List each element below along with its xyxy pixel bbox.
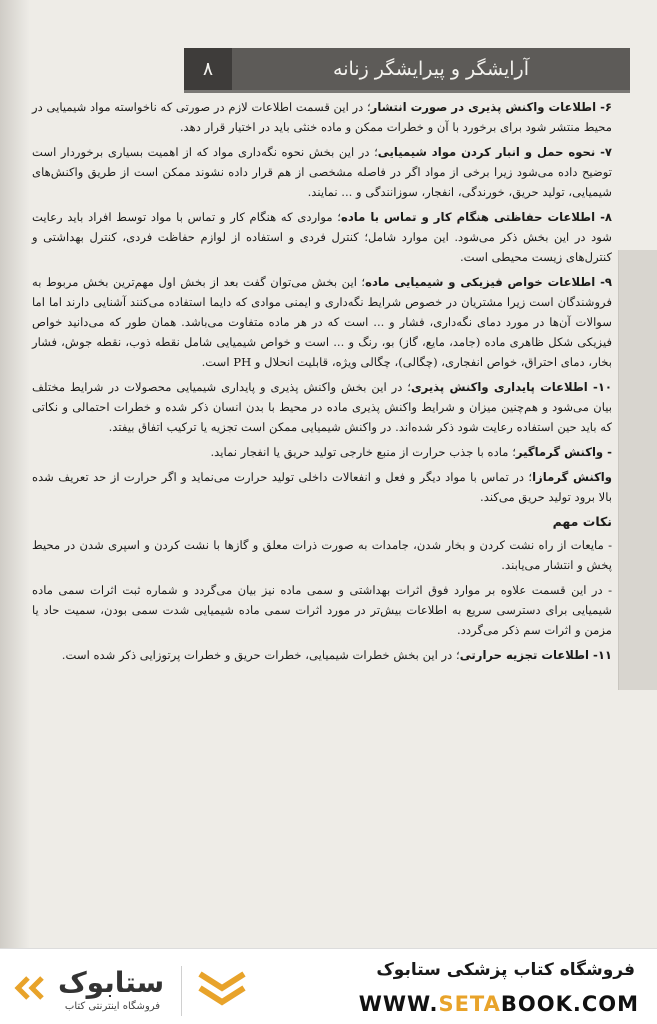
footer-divider (0, 948, 657, 949)
store-logo-text: ستابوک (58, 966, 165, 999)
section-7-body: ؛ در این بخش نحوه نگه‌داری مواد که از اهمیت بسیاری برخوردار است توضیح داده می‌شود زیرا برخی از مواد اگر در فاصله مشخصی از هم قرار داده نشوند ممکن است از طریق واکنش‌های شیمیایی، تولید حریق، خورندگی، انفجار، سوزانندگی و ... نمایند. (32, 145, 612, 199)
section-7 (32, 142, 612, 202)
url-accent: SETA (438, 992, 501, 1016)
page-number: ۸ (184, 48, 232, 90)
page-edge-strip (618, 250, 657, 690)
section-9-body: ؛ این بخش می‌توان گفت بعد از بخش اول مهم‌ترین بخش مربوط به فروشندگان است زیرا مشتریان در خصوص شرایط نگه‌داری و ایمنی موادی که دایما استفاده می‌کنند آشنایی دارند اما اما سوالات آن‌ها در مورد دمای نگه‌داری، فشار و ... است که در هر ماده متفاوت می‌باشد. همان طور که می‌دانید خواص فیزیکی شکل ظاهری ماده (جامد، مایع، گاز) بو، رنگ و ... است و خواص شیمیایی شامل نقطه ذوب، نقطه جوش، فشار بخار، دمای احتراق، خواص انفجاری، (چگالی)، چگالی ویژه، قابلیت انحلال و PH است. (32, 275, 612, 369)
header-title: آرایشگر و پیرایشگر زنانه (333, 58, 529, 80)
endothermic-body: ؛ در تماس با مواد دیگر و فعل و انفعالات داخلی تولید حرارت می‌نماید و اگر حرارت از حد تعریف شده بالا برود تولید حریق می‌کند. (32, 470, 612, 504)
header-underline (184, 90, 630, 93)
exothermic-item (32, 442, 612, 462)
endothermic-heading: واکنش گرمازا (532, 470, 612, 484)
page-content (32, 97, 612, 670)
endothermic-item (32, 467, 612, 507)
section-8-heading: ۸- اطلاعات حفاظتی هنگام کار و تماس با ماده (340, 210, 612, 224)
page-header (184, 48, 630, 90)
section-11-body: ؛ در این بخش خطرات شیمیایی، خطرات حریق و خطرات پرتوزایی ذکر شده است. (61, 648, 460, 662)
section-8 (32, 207, 612, 267)
url-prefix: WWW. (358, 992, 439, 1016)
section-11-heading: ۱۱- اطلاعات تجزیه حرارتی (459, 648, 612, 662)
section-10 (32, 377, 612, 437)
notes-heading: نکات مهم (552, 514, 612, 529)
section-7-heading: ۷- نحوه حمل و انبار کردن مواد شیمیایی (377, 145, 612, 159)
section-10-heading: ۱۰- اطلاعات پایداری واکنش پذیری (410, 380, 612, 394)
note-2: - در این قسمت علاوه بر موارد فوق اثرات بهداشتی و سمی ماده نیز بیان می‌گردد و شماره ثبت اثرات سمی ماده شیمیایی برای دسترسی سریع به اطلاعات بیش‌تر در مورد اثرات سمی ماده شیمیایی شدت سمی بودن، سمیت حاد یا مزمن و اثرات سم ذکر می‌گردد. (32, 583, 612, 637)
section-9 (32, 272, 612, 372)
exothermic-body: ؛ ماده با جذب حرارت از منبع خارجی تولید حریق یا انفجار نماید. (210, 445, 516, 459)
section-9-heading: ۹- اطلاعات خواص فیزیکی و شیمیایی ماده (365, 275, 612, 289)
url-suffix: BOOK.COM (500, 992, 639, 1016)
stacked-chevron-icon (196, 968, 248, 1014)
store-logo-subtitle: فروشگاه اینترنتی کتاب (64, 1001, 161, 1012)
double-chevron-icon (14, 975, 54, 1001)
section-8-body: ؛ مواردی که هنگام کار و تماس با مواد توسط افراد باید رعایت شود در این بخش ذکر می‌شود. این موارد شامل؛ کنترل فردی و استفاده از لوازم حفاظت فردی، کنترل بهداشتی و کنترل‌های زیست محیطی است. (32, 210, 612, 264)
store-url-link[interactable] (359, 992, 639, 1016)
section-6-body: ؛ در این قسمت اطلاعات لازم در صورتی که ناخواسته مواد شیمیایی در محیط منتشر شود برای برخورد با آن و خطرات ممکن و ماده خنثی باید در اختیار قرار دهد. (32, 100, 612, 134)
section-6-heading: ۶- اطلاعات واکنش پذیری در صورت انتشار (370, 100, 612, 114)
section-6 (32, 97, 612, 137)
section-10-body: ؛ در این بخش واکنش پذیری و پایداری شیمیایی محصولات در شرایط مختلف بیان می‌شود و هم‌چنین میزان و شرایط واکنش پذیری ماده در محیط با بدن انسان ذکر شده و خطرات احتمالی و نکاتی که باید حین استفاده رعایت شود ذکر شده‌اند. در واکنش شیمیایی ممکن است تجزیه یا ترکیب اتفاق بیفتد. (32, 380, 612, 434)
logo-divider (181, 966, 182, 1016)
exothermic-heading: - واکنش گرماگیر (515, 445, 612, 459)
note-1: - مایعات از راه نشت کردن و بخار شدن، جامدات به صورت ذرات معلق و گازها با نشت کردن و اسپری شدن در محیط پخش و انتشار می‌یابند. (32, 538, 612, 572)
section-11 (32, 645, 612, 665)
store-name: فروشگاه کتاب پزشکی ستابوک (376, 960, 635, 980)
